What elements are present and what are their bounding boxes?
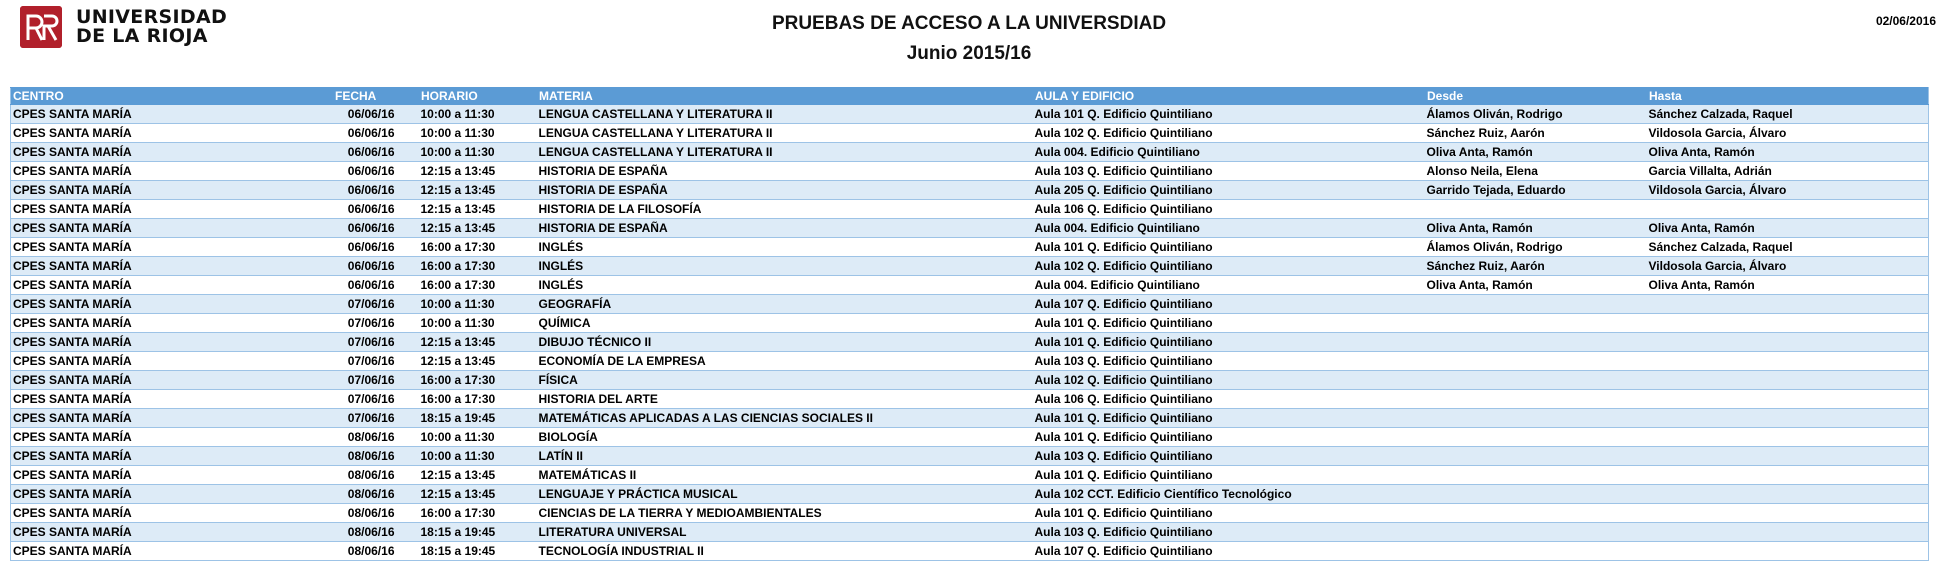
table-row	[11, 504, 1929, 523]
cell-desde	[1425, 390, 1647, 409]
cell-hasta: Garcia Villalta, Adrián	[1647, 162, 1929, 181]
table-row	[11, 485, 1929, 504]
cell-hasta	[1647, 333, 1929, 352]
cell-centro: CPES SANTA MARÍA	[11, 181, 333, 200]
table-row	[11, 466, 1929, 485]
cell-hasta: Oliva Anta, Ramón	[1647, 143, 1929, 162]
cell-desde: Álamos Oliván, Rodrigo	[1425, 238, 1647, 257]
table-row	[11, 143, 1929, 162]
cell-fecha: 06/06/16	[333, 219, 419, 238]
cell-materia: INGLÉS	[537, 257, 1033, 276]
cell-desde	[1425, 523, 1647, 542]
cell-horario: 16:00 a 17:30	[419, 276, 537, 295]
cell-aula: Aula 103 Q. Edificio Quintiliano	[1033, 523, 1425, 542]
cell-fecha: 07/06/16	[333, 314, 419, 333]
cell-fecha: 06/06/16	[333, 124, 419, 143]
cell-horario: 12:15 a 13:45	[419, 200, 537, 219]
cell-fecha: 08/06/16	[333, 523, 419, 542]
column-header-centro: CENTRO	[11, 88, 333, 105]
cell-materia: HISTORIA DE ESPAÑA	[537, 162, 1033, 181]
cell-aula: Aula 004. Edificio Quintiliano	[1033, 143, 1425, 162]
logo-line-1: UNIVERSIDAD	[76, 6, 228, 28]
cell-centro: CPES SANTA MARÍA	[11, 105, 333, 124]
cell-centro: CPES SANTA MARÍA	[11, 124, 333, 143]
table-row	[11, 314, 1929, 333]
cell-materia: DIBUJO TÉCNICO II	[537, 333, 1033, 352]
cell-materia: LENGUAJE Y PRÁCTICA MUSICAL	[537, 485, 1033, 504]
cell-desde: Garrido Tejada, Eduardo	[1425, 181, 1647, 200]
cell-desde	[1425, 466, 1647, 485]
cell-aula: Aula 103 Q. Edificio Quintiliano	[1033, 162, 1425, 181]
cell-horario: 12:15 a 13:45	[419, 333, 537, 352]
cell-desde	[1425, 485, 1647, 504]
cell-aula: Aula 004. Edificio Quintiliano	[1033, 276, 1425, 295]
column-header-horario: HORARIO	[419, 88, 537, 105]
cell-fecha: 08/06/16	[333, 447, 419, 466]
report-date: 02/06/2016	[1875, 14, 1936, 28]
cell-centro: CPES SANTA MARÍA	[11, 238, 333, 257]
cell-horario: 10:00 a 11:30	[419, 428, 537, 447]
cell-horario: 10:00 a 11:30	[419, 124, 537, 143]
cell-materia: HISTORIA DE ESPAÑA	[537, 181, 1033, 200]
cell-hasta	[1647, 314, 1929, 333]
cell-horario: 10:00 a 11:30	[419, 143, 537, 162]
cell-desde	[1425, 428, 1647, 447]
page-title: PRUEBAS DE ACCESO A LA UNIVERSDIAD	[771, 13, 1167, 34]
cell-hasta	[1647, 352, 1929, 371]
table-row	[11, 105, 1929, 124]
cell-materia: LATÍN II	[537, 447, 1033, 466]
cell-centro: CPES SANTA MARÍA	[11, 485, 333, 504]
table-row	[11, 390, 1929, 409]
table-row	[11, 295, 1929, 314]
cell-materia: LITERATURA UNIVERSAL	[537, 523, 1033, 542]
cell-aula: Aula 102 CCT. Edificio Científico Tecnológico	[1033, 485, 1425, 504]
cell-materia: GEOGRAFÍA	[537, 295, 1033, 314]
cell-fecha: 06/06/16	[333, 181, 419, 200]
cell-horario: 18:15 a 19:45	[419, 409, 537, 428]
cell-desde	[1425, 200, 1647, 219]
cell-fecha: 06/06/16	[333, 257, 419, 276]
cell-aula: Aula 004. Edificio Quintiliano	[1033, 219, 1425, 238]
cell-fecha: 07/06/16	[333, 295, 419, 314]
cell-desde	[1425, 542, 1647, 561]
cell-fecha: 06/06/16	[333, 238, 419, 257]
cell-desde: Oliva Anta, Ramón	[1425, 219, 1647, 238]
cell-materia: CIENCIAS DE LA TIERRA Y MEDIOAMBIENTALES	[537, 504, 1033, 523]
cell-fecha: 07/06/16	[333, 371, 419, 390]
cell-materia: HISTORIA DE ESPAÑA	[537, 219, 1033, 238]
cell-hasta	[1647, 371, 1929, 390]
cell-centro: CPES SANTA MARÍA	[11, 162, 333, 181]
cell-horario: 12:15 a 13:45	[419, 162, 537, 181]
cell-aula: Aula 101 Q. Edificio Quintiliano	[1033, 504, 1425, 523]
cell-materia: INGLÉS	[537, 276, 1033, 295]
page-subtitle: Junio 2015/16	[906, 43, 1032, 64]
cell-centro: CPES SANTA MARÍA	[11, 428, 333, 447]
cell-horario: 12:15 a 13:45	[419, 219, 537, 238]
cell-desde	[1425, 333, 1647, 352]
cell-hasta: Vildosola Garcia, Álvaro	[1647, 181, 1929, 200]
table-row	[11, 124, 1929, 143]
table-row	[11, 371, 1929, 390]
cell-horario: 12:15 a 13:45	[419, 352, 537, 371]
cell-desde: Sánchez Ruiz, Aarón	[1425, 124, 1647, 143]
column-header-hasta: Hasta	[1647, 88, 1929, 105]
cell-fecha: 06/06/16	[333, 276, 419, 295]
cell-centro: CPES SANTA MARÍA	[11, 542, 333, 561]
cell-horario: 10:00 a 11:30	[419, 105, 537, 124]
cell-fecha: 07/06/16	[333, 352, 419, 371]
cell-aula: Aula 205 Q. Edificio Quintiliano	[1033, 181, 1425, 200]
cell-fecha: 07/06/16	[333, 390, 419, 409]
cell-aula: Aula 103 Q. Edificio Quintiliano	[1033, 352, 1425, 371]
cell-fecha: 06/06/16	[333, 162, 419, 181]
cell-centro: CPES SANTA MARÍA	[11, 295, 333, 314]
cell-hasta: Vildosola Garcia, Álvaro	[1647, 124, 1929, 143]
cell-centro: CPES SANTA MARÍA	[11, 219, 333, 238]
cell-horario: 12:15 a 13:45	[419, 485, 537, 504]
cell-aula: Aula 102 Q. Edificio Quintiliano	[1033, 257, 1425, 276]
column-header-desde: Desde	[1425, 88, 1647, 105]
cell-desde: Oliva Anta, Ramón	[1425, 143, 1647, 162]
table-row	[11, 428, 1929, 447]
cell-materia: QUÍMICA	[537, 314, 1033, 333]
cell-aula: Aula 101 Q. Edificio Quintiliano	[1033, 466, 1425, 485]
cell-materia: BIOLOGÍA	[537, 428, 1033, 447]
cell-hasta	[1647, 390, 1929, 409]
logo-line-2: DE LA RIOJA	[76, 25, 208, 47]
cell-hasta	[1647, 466, 1929, 485]
cell-centro: CPES SANTA MARÍA	[11, 314, 333, 333]
cell-desde	[1425, 371, 1647, 390]
cell-horario: 18:15 a 19:45	[419, 542, 537, 561]
cell-centro: CPES SANTA MARÍA	[11, 504, 333, 523]
cell-aula: Aula 101 Q. Edificio Quintiliano	[1033, 428, 1425, 447]
cell-aula: Aula 101 Q. Edificio Quintiliano	[1033, 238, 1425, 257]
cell-aula: Aula 107 Q. Edificio Quintiliano	[1033, 295, 1425, 314]
table-row	[11, 257, 1929, 276]
cell-centro: CPES SANTA MARÍA	[11, 333, 333, 352]
cell-horario: 12:15 a 13:45	[419, 181, 537, 200]
cell-desde: Oliva Anta, Ramón	[1425, 276, 1647, 295]
table-row	[11, 181, 1929, 200]
cell-aula: Aula 102 Q. Edificio Quintiliano	[1033, 371, 1425, 390]
cell-materia: INGLÉS	[537, 238, 1033, 257]
table-header-row	[11, 88, 1929, 105]
cell-hasta	[1647, 409, 1929, 428]
cell-materia: HISTORIA DE LA FILOSOFÍA	[537, 200, 1033, 219]
cell-centro: CPES SANTA MARÍA	[11, 523, 333, 542]
cell-desde	[1425, 409, 1647, 428]
cell-desde: Álamos Oliván, Rodrigo	[1425, 105, 1647, 124]
cell-fecha: 07/06/16	[333, 409, 419, 428]
cell-desde	[1425, 504, 1647, 523]
table-row	[11, 238, 1929, 257]
table-row	[11, 219, 1929, 238]
table-row	[11, 409, 1929, 428]
table-row	[11, 447, 1929, 466]
cell-hasta	[1647, 428, 1929, 447]
column-header-materia: MATERIA	[537, 88, 1033, 105]
cell-aula: Aula 106 Q. Edificio Quintiliano	[1033, 200, 1425, 219]
cell-horario: 10:00 a 11:30	[419, 447, 537, 466]
cell-horario: 12:15 a 13:45	[419, 466, 537, 485]
exam-schedule-table	[10, 87, 1929, 561]
cell-hasta: Sánchez Calzada, Raquel	[1647, 105, 1929, 124]
cell-hasta: Oliva Anta, Ramón	[1647, 219, 1929, 238]
cell-centro: CPES SANTA MARÍA	[11, 257, 333, 276]
cell-hasta	[1647, 447, 1929, 466]
cell-materia: HISTORIA DEL ARTE	[537, 390, 1033, 409]
cell-hasta: Sánchez Calzada, Raquel	[1647, 238, 1929, 257]
cell-materia: LENGUA CASTELLANA Y LITERATURA II	[537, 105, 1033, 124]
cell-fecha: 07/06/16	[333, 333, 419, 352]
cell-hasta	[1647, 200, 1929, 219]
table-row	[11, 276, 1929, 295]
cell-materia: LENGUA CASTELLANA Y LITERATURA II	[537, 124, 1033, 143]
cell-desde	[1425, 314, 1647, 333]
cell-horario: 16:00 a 17:30	[419, 238, 537, 257]
table-row	[11, 542, 1929, 561]
cell-fecha: 08/06/16	[333, 504, 419, 523]
cell-aula: Aula 101 Q. Edificio Quintiliano	[1033, 409, 1425, 428]
cell-horario: 10:00 a 11:30	[419, 314, 537, 333]
cell-hasta	[1647, 295, 1929, 314]
cell-aula: Aula 101 Q. Edificio Quintiliano	[1033, 105, 1425, 124]
cell-horario: 16:00 a 17:30	[419, 257, 537, 276]
cell-centro: CPES SANTA MARÍA	[11, 352, 333, 371]
table-row	[11, 200, 1929, 219]
cell-hasta: Oliva Anta, Ramón	[1647, 276, 1929, 295]
cell-centro: CPES SANTA MARÍA	[11, 390, 333, 409]
cell-fecha: 06/06/16	[333, 143, 419, 162]
cell-materia: MATEMÁTICAS II	[537, 466, 1033, 485]
cell-hasta	[1647, 504, 1929, 523]
cell-centro: CPES SANTA MARÍA	[11, 371, 333, 390]
cell-fecha: 06/06/16	[333, 105, 419, 124]
cell-horario: 16:00 a 17:30	[419, 504, 537, 523]
cell-materia: MATEMÁTICAS APLICADAS A LAS CIENCIAS SOCIALES II	[537, 409, 1033, 428]
cell-desde	[1425, 295, 1647, 314]
table-row	[11, 352, 1929, 371]
cell-desde	[1425, 352, 1647, 371]
cell-centro: CPES SANTA MARÍA	[11, 143, 333, 162]
cell-materia: TECNOLOGÍA INDUSTRIAL II	[537, 542, 1033, 561]
cell-fecha: 08/06/16	[333, 428, 419, 447]
cell-aula: Aula 101 Q. Edificio Quintiliano	[1033, 314, 1425, 333]
cell-desde	[1425, 447, 1647, 466]
column-header-aula: AULA Y EDIFICIO	[1033, 88, 1425, 105]
cell-aula: Aula 102 Q. Edificio Quintiliano	[1033, 124, 1425, 143]
cell-materia: FÍSICA	[537, 371, 1033, 390]
cell-desde: Alonso Neila, Elena	[1425, 162, 1647, 181]
cell-fecha: 08/06/16	[333, 485, 419, 504]
cell-desde: Sánchez Ruiz, Aarón	[1425, 257, 1647, 276]
column-header-fecha: FECHA	[333, 88, 419, 105]
cell-fecha: 06/06/16	[333, 200, 419, 219]
cell-horario: 10:00 a 11:30	[419, 295, 537, 314]
cell-fecha: 08/06/16	[333, 466, 419, 485]
cell-centro: CPES SANTA MARÍA	[11, 447, 333, 466]
cell-aula: Aula 101 Q. Edificio Quintiliano	[1033, 333, 1425, 352]
cell-horario: 16:00 a 17:30	[419, 390, 537, 409]
cell-hasta: Vildosola Garcia, Álvaro	[1647, 257, 1929, 276]
cell-hasta	[1647, 542, 1929, 561]
cell-fecha: 08/06/16	[333, 542, 419, 561]
cell-aula: Aula 106 Q. Edificio Quintiliano	[1033, 390, 1425, 409]
table-row	[11, 523, 1929, 542]
cell-horario: 16:00 a 17:30	[419, 371, 537, 390]
table-row	[11, 333, 1929, 352]
cell-materia: ECONOMÍA DE LA EMPRESA	[537, 352, 1033, 371]
cell-centro: CPES SANTA MARÍA	[11, 409, 333, 428]
cell-materia: LENGUA CASTELLANA Y LITERATURA II	[537, 143, 1033, 162]
table-row	[11, 162, 1929, 181]
cell-aula: Aula 107 Q. Edificio Quintiliano	[1033, 542, 1425, 561]
cell-centro: CPES SANTA MARÍA	[11, 276, 333, 295]
cell-centro: CPES SANTA MARÍA	[11, 200, 333, 219]
cell-horario: 18:15 a 19:45	[419, 523, 537, 542]
cell-hasta	[1647, 523, 1929, 542]
cell-hasta	[1647, 485, 1929, 504]
cell-centro: CPES SANTA MARÍA	[11, 466, 333, 485]
cell-aula: Aula 103 Q. Edificio Quintiliano	[1033, 447, 1425, 466]
